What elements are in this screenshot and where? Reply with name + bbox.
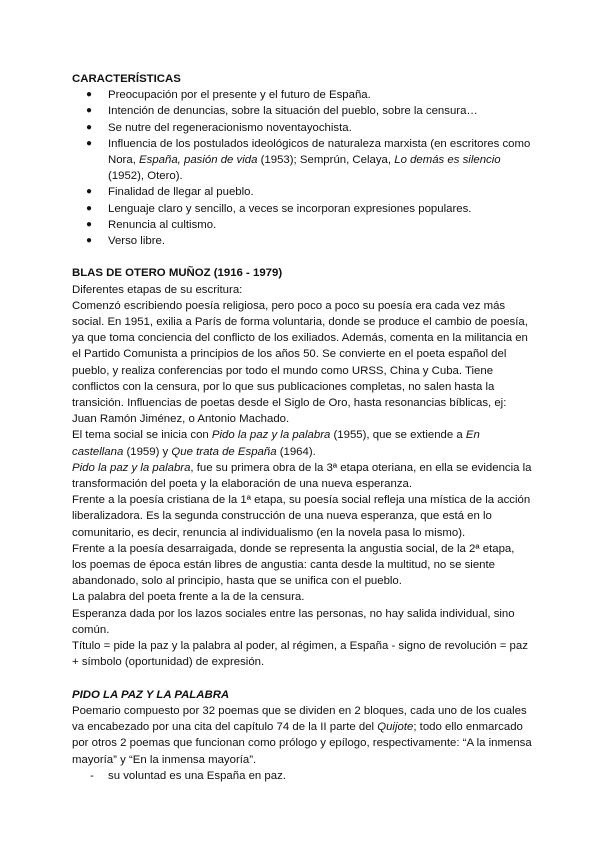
bullet-icon: ● (86, 218, 93, 230)
italic-title-text: Que trata de España (171, 445, 277, 458)
text-run: Preocupación por el presente y el futuro de España. (108, 89, 371, 102)
text-run: Frente a la poesía cristiana de la 1ª etapa, su poesía social refleja una mística de la acción liberalizadora. Es la segunda construcción de una nueva esperanza, que está en lo comunitario, es decir, renuncia al individualismo (en la novela pasa lo mismo). (72, 494, 531, 539)
text-run: (1952), Otero). (108, 170, 183, 183)
body-paragraph (72, 492, 532, 541)
body-paragraph (72, 427, 532, 459)
italic-title-text: Quijote (377, 721, 414, 734)
text-run: ; todo ello enmarcado por otros 2 poemas que funcionan como prólogo y epílogo, respectivamente: “A la inmensa mayoría” y “En la inmensa mayoría”. (72, 721, 532, 766)
characteristic-item (72, 217, 532, 233)
body-paragraph (72, 282, 532, 298)
bullet-icon: ● (86, 89, 93, 101)
text-run: Diferentes etapas de su escritura: (72, 283, 243, 296)
section-heading-blas-de-otero: BLAS DE OTERO MUÑOZ (1916 - 1979) (72, 267, 283, 280)
text-run: (1955), que se extiende a (330, 429, 466, 442)
text-run: , fue su primera obra de la 3ª etapa oteriana, en ella se evidencia la transformación del poeta y la elaboración de una nueva esperanza. (72, 461, 532, 491)
characteristic-item (72, 136, 532, 185)
dash-item-text: su voluntad es una España en paz. (108, 769, 286, 782)
text-run: (1953); Semprún, Celaya, (257, 154, 395, 167)
italic-title-text: Pido la paz y la palabra (72, 461, 191, 474)
blas-body (72, 282, 532, 671)
text-run: (1964). (276, 445, 316, 458)
characteristic-item (72, 87, 532, 103)
text-run: Finalidad de llegar al pueblo. (108, 186, 254, 199)
text-run: Frente a la poesía desarraigada, donde se representa la angustia social, de la 2ª etapa, los poemas de época están libres de angustia: canta desde la multitud, no se siente abandonado, solo al principio, hasta que se unifica con el pueblo. (72, 542, 515, 588)
dash-bullet-icon: - (90, 769, 94, 782)
text-run: Poemario compuesto por 32 poemas que se dividen en 2 bloques, cada uno de los cuales va encabezado por una cita del capítulo 74 de la II parte del (72, 704, 527, 734)
document-page (72, 71, 532, 784)
text-run: (1959) y (123, 445, 172, 458)
body-paragraph (72, 460, 532, 492)
bullet-icon: ● (86, 105, 93, 117)
bullet-icon: ● (86, 121, 93, 133)
text-run: Renuncia al cultismo. (108, 218, 217, 231)
bullet-icon: ● (86, 186, 93, 198)
spacer (72, 249, 532, 265)
characteristic-item (72, 233, 532, 249)
italic-title-text: Pido la paz y la palabra (211, 429, 331, 442)
bullet-icon: ● (86, 202, 93, 214)
italic-title-text: En castellana (72, 429, 480, 458)
body-paragraph (72, 298, 532, 428)
text-run: Título = pide la paz y la palabra al poder, al régimen, a España - signo de revolución = paz + símbolo (oportunidad) de expresión. (72, 640, 528, 669)
bullet-icon: ● (86, 137, 93, 149)
text-run: El tema social se inicia con (72, 429, 212, 442)
body-paragraph (72, 606, 532, 638)
text-run: Intención de denuncias, sobre la situación del pueblo, sobre la censura… (108, 105, 478, 118)
body-paragraph (72, 589, 532, 605)
section-heading-caracteristicas: CARACTERÍSTICAS (72, 73, 181, 85)
text-run: Esperanza dada por los lazos sociales entre las personas, no hay salida individual, sino común. (72, 607, 515, 636)
text-run: Influencia de los postulados ideológicos de naturaleza marxista (en escritores como Nora, (108, 137, 531, 167)
section-heading-pido-la-paz: PIDO LA PAZ Y LA PALABRA (72, 688, 230, 701)
text-run: Lenguaje claro y sencillo, a veces se incorporan expresiones populares. (108, 202, 472, 215)
italic-title-text: España, pasión de vida (139, 154, 258, 167)
pido-body (72, 703, 532, 768)
characteristic-item (72, 120, 532, 136)
text-run: La palabra del poeta frente a la de la censura. (72, 591, 305, 604)
body-paragraph (72, 703, 532, 768)
body-paragraph (72, 638, 532, 670)
text-run: Verso libre. (108, 235, 165, 248)
characteristic-item (72, 201, 532, 217)
characteristics-list (72, 87, 532, 249)
bullet-icon: ● (86, 235, 93, 247)
spacer (72, 671, 532, 687)
body-paragraph (72, 541, 532, 590)
characteristic-item (72, 184, 532, 200)
pido-dash-list (72, 768, 532, 784)
characteristic-item (72, 103, 532, 119)
text-run: Comenzó escribiendo poesía religiosa, pero poco a poco su poesía era cada vez más social. En 1951, exilia a París de forma voluntaria, donde se produce el cambio de poesía, ya que toma conciencia del conflicto de los exiliados. Además, comenta en la militancia en el Partido Comunista a principios de los años 50. Se convierte en el poeta español del pueblo, y realiza conferencias por todo el mundo como URSS, China y Cuba. Tiene conflictos con la censura, por lo que sus publicaciones completas, no salen hasta la transición. Influencias de poetas desde el Siglo de Oro, hasta resonancias bíblicas, ej: Juan Ramón Jiménez, o Antonio Machado. (72, 299, 528, 426)
text-run: Se nutre del regeneracionismo noventayochista. (108, 121, 352, 134)
italic-title-text: Lo demás es silencio (394, 154, 501, 167)
dash-list-item (72, 768, 532, 784)
